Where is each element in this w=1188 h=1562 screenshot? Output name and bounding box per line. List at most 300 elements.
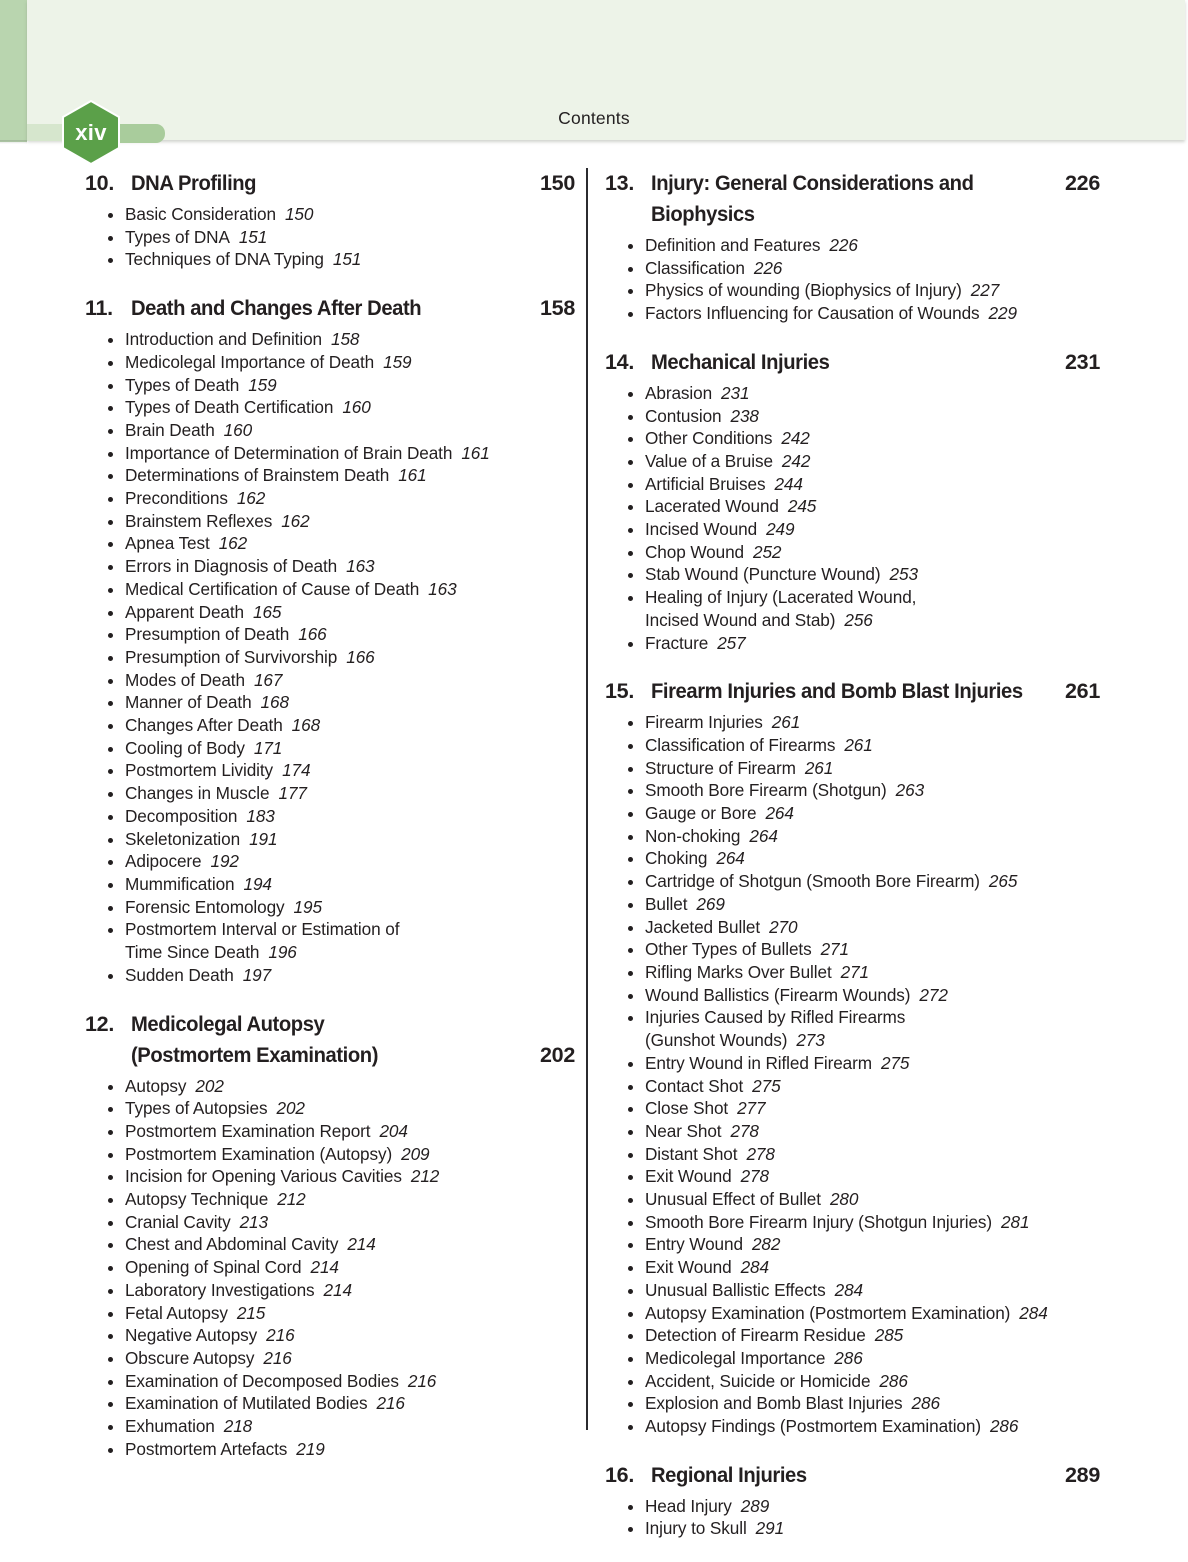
toc-entry[interactable] <box>605 563 1100 586</box>
toc-entry-page: 168 <box>260 692 289 713</box>
toc-entry-page: 214 <box>323 1279 352 1300</box>
toc-entry[interactable] <box>605 893 1100 916</box>
toc-entry[interactable] <box>85 1120 575 1143</box>
toc-entry[interactable] <box>85 691 575 714</box>
chapter-spacer <box>85 1460 575 1482</box>
chapter-title: Mechanical Injuries <box>651 349 830 374</box>
toc-entry-page: 183 <box>246 805 275 826</box>
toc-entry[interactable] <box>85 1143 575 1166</box>
toc-chapter-heading[interactable] <box>605 347 1100 378</box>
chapter-spacer <box>85 271 575 293</box>
toc-entry[interactable] <box>85 1347 575 1370</box>
toc-entry-title: Brain Death <box>125 419 215 440</box>
toc-entry[interactable] <box>85 1438 575 1461</box>
chapter-title: Death and Changes After Death <box>131 296 422 321</box>
toc-entry[interactable] <box>605 473 1100 496</box>
chapter-title: Firearm Injuries and Bomb Blast Injuries <box>651 679 1023 704</box>
chapter-number: 15. <box>605 679 634 704</box>
toc-entry-title: Rifling Marks Over Bullet <box>645 961 832 982</box>
toc-entry[interactable] <box>85 828 575 851</box>
toc-entry[interactable] <box>605 1370 1100 1393</box>
toc-entry-title: Changes in Muscle <box>125 783 270 804</box>
toc-entry-page: 286 <box>834 1347 863 1368</box>
toc-entry-title: Exit Wound <box>645 1257 732 1278</box>
toc-entry-title: Head Injury <box>645 1495 732 1516</box>
toc-entry-list <box>85 1075 575 1461</box>
toc-entry-title: Postmortem Interval or Estimation of <box>125 919 400 940</box>
toc-entry[interactable] <box>605 427 1100 450</box>
toc-entry[interactable] <box>605 518 1100 541</box>
toc-entry[interactable] <box>605 1075 1100 1098</box>
toc-entry-title: Near Shot <box>645 1120 722 1141</box>
toc-entry[interactable] <box>85 1097 575 1120</box>
toc-entry[interactable] <box>85 1233 575 1256</box>
toc-entry-page: 264 <box>716 848 745 869</box>
toc-entry-title: Changes After Death <box>125 715 283 736</box>
toc-entry[interactable] <box>605 1256 1100 1279</box>
toc-entry-page: 216 <box>407 1370 437 1391</box>
toc-entry[interactable] <box>85 1188 575 1211</box>
toc-entry[interactable] <box>85 805 575 828</box>
toc-entry-page: 273 <box>796 1030 825 1051</box>
toc-entry[interactable] <box>605 1165 1100 1188</box>
toc-entry-page: 195 <box>293 896 322 917</box>
toc-entry-page: 194 <box>243 873 272 894</box>
toc-entry-title: Presumption of Survivorship <box>125 646 338 667</box>
toc-entry-title: Medicolegal Importance <box>645 1347 826 1368</box>
toc-entry[interactable] <box>85 1279 575 1302</box>
toc-entry-title: Cranial Cavity <box>125 1211 231 1232</box>
toc-entry-page: 214 <box>310 1257 339 1278</box>
toc-entry-page: 261 <box>771 712 801 733</box>
toc-entry-page: 285 <box>874 1325 904 1346</box>
toc-entry-title: Apnea Test <box>125 533 210 554</box>
toc-entry[interactable] <box>85 623 575 646</box>
toc-entry-page: 278 <box>746 1143 775 1164</box>
toc-entry[interactable] <box>605 1052 1100 1075</box>
toc-entry-title: Incised Wound <box>645 519 758 540</box>
toc-chapter-heading[interactable] <box>605 168 1100 230</box>
toc-entry-title: Examination of Decomposed Bodies <box>125 1370 399 1391</box>
toc-entry-title: Autopsy <box>125 1075 187 1096</box>
toc-entry[interactable] <box>85 1324 575 1347</box>
toc-entry[interactable] <box>605 541 1100 564</box>
toc-entry-title: Manner of Death <box>125 692 252 713</box>
toc-entry-title: Abrasion <box>645 382 713 403</box>
toc-entry-page: 191 <box>249 828 278 849</box>
toc-entry-page: 289 <box>740 1495 770 1516</box>
toc-entry[interactable] <box>605 1211 1100 1234</box>
toc-entry-title: Smooth Bore Firearm (Shotgun) <box>645 780 887 801</box>
toc-entry-title: Importance of Determination of Brain Death <box>125 442 453 463</box>
toc-entry[interactable] <box>605 1495 1100 1518</box>
toc-entry-page: 284 <box>834 1279 863 1300</box>
toc-entry[interactable] <box>605 405 1100 428</box>
toc-entry[interactable] <box>605 802 1100 825</box>
toc-entry[interactable] <box>605 711 1100 734</box>
toc-entry-title: Injury to Skull <box>645 1518 747 1539</box>
toc-entry-title: Unusual Effect of Bullet <box>645 1189 821 1210</box>
toc-entry[interactable] <box>605 1324 1100 1347</box>
toc-entry-title: Chop Wound <box>645 541 745 562</box>
toc-entry-page: 277 <box>737 1098 766 1119</box>
toc-entry-page: 163 <box>428 578 457 599</box>
toc-entry-page: 161 <box>461 442 490 463</box>
toc-entry-title: Apparent Death <box>125 601 244 622</box>
toc-entry-title: Non-choking <box>645 825 741 846</box>
toc-entry-title: Contusion <box>645 405 722 426</box>
toc-entry-page: 159 <box>383 351 412 372</box>
toc-entry-page: 286 <box>879 1370 908 1391</box>
chapter-number: 10. <box>85 171 114 195</box>
toc-entry-title: Close Shot <box>645 1098 729 1119</box>
toc-entry-page: 212 <box>410 1166 440 1187</box>
toc-entry-title: Other Types of Bullets <box>645 939 812 960</box>
toc-entry[interactable] <box>85 669 575 692</box>
toc-entry-title: Fetal Autopsy <box>125 1302 228 1323</box>
toc-entry[interactable] <box>85 442 575 465</box>
page-title: Contents <box>558 108 630 128</box>
toc-entry[interactable] <box>605 495 1100 518</box>
toc-chapter-heading[interactable] <box>85 168 575 199</box>
toc-entry[interactable] <box>85 918 575 963</box>
toc-entry-page: 242 <box>781 428 810 449</box>
toc-entry[interactable] <box>85 896 575 919</box>
chapter-number: 12. <box>85 1011 114 1036</box>
toc-entry-title: Mummification <box>125 873 235 894</box>
toc-entry-title: Modes of Death <box>125 669 245 690</box>
toc-entry[interactable] <box>85 1370 575 1393</box>
toc-entry[interactable] <box>85 510 575 533</box>
chapter-number: 13. <box>605 171 634 195</box>
toc-entry[interactable] <box>85 714 575 737</box>
toc-entry[interactable] <box>605 1006 1100 1051</box>
toc-entry[interactable] <box>605 870 1100 893</box>
toc-entry[interactable] <box>605 1097 1100 1120</box>
toc-entry[interactable] <box>605 961 1100 984</box>
toc-entry-title: Stab Wound (Puncture Wound) <box>645 564 881 585</box>
toc-entry-page: 168 <box>291 715 321 736</box>
toc-entry[interactable] <box>85 578 575 601</box>
page-header <box>0 0 1188 145</box>
toc-entry-page: 256 <box>844 609 873 630</box>
toc-entry[interactable] <box>605 382 1100 405</box>
toc-entry-page: 202 <box>276 1098 305 1119</box>
toc-entry-page: 163 <box>346 556 375 577</box>
toc-entry[interactable] <box>85 873 575 896</box>
toc-entry[interactable] <box>85 1302 575 1325</box>
toc-chapter-heading[interactable] <box>85 293 575 324</box>
toc-entry-title: Injuries Caused by Rifled Firearms <box>645 1007 906 1028</box>
toc-entry-page: 192 <box>210 851 239 872</box>
toc-entry-page: 265 <box>988 871 1018 892</box>
toc-entry[interactable] <box>85 532 575 555</box>
toc-entry-page: 162 <box>218 533 248 554</box>
toc-entry-title: Unusual Ballistic Effects <box>645 1279 826 1300</box>
toc-entry-title: Artificial Bruises <box>645 473 766 494</box>
toc-entry-title: Negative Autopsy <box>125 1325 258 1346</box>
toc-entry-page: 216 <box>266 1325 295 1346</box>
toc-entry-page: 165 <box>253 601 282 622</box>
toc-entry[interactable] <box>605 1415 1100 1438</box>
toc-entry-title: Firearm Injuries <box>645 712 763 733</box>
chapter-number: 16. <box>605 1462 634 1487</box>
toc-entry-title: Brainstem Reflexes <box>125 510 273 531</box>
toc-entry-page: 216 <box>263 1347 292 1368</box>
toc-entry[interactable] <box>605 916 1100 939</box>
toc-entry[interactable] <box>85 351 575 374</box>
toc-entry[interactable] <box>605 1143 1100 1166</box>
toc-entry-page: 263 <box>895 780 925 801</box>
toc-entry-title: Classification <box>645 257 745 278</box>
toc-entry[interactable] <box>85 1165 575 1188</box>
toc-entry-title: Factors Influencing for Causation of Wounds <box>645 303 980 324</box>
chapter-title: Injury: General Considerations and Biophysics <box>651 171 974 226</box>
toc-entry[interactable] <box>85 555 575 578</box>
toc-entry[interactable] <box>605 1120 1100 1143</box>
chapter-title: Medicolegal Autopsy <box>131 1011 325 1036</box>
toc-entry[interactable] <box>605 847 1100 870</box>
toc-entry-page: 218 <box>223 1416 253 1437</box>
toc-entry-title: Autopsy Examination (Postmortem Examination) <box>645 1302 1011 1323</box>
toc-entry-title: Definition and Features <box>645 235 821 255</box>
toc-chapter-heading[interactable] <box>85 1009 575 1071</box>
toc-entry-title: Accident, Suicide or Homicide <box>645 1370 871 1391</box>
toc-entry[interactable] <box>85 374 575 397</box>
header-strip-shadow <box>0 140 27 144</box>
toc-entry-title: Autopsy Technique <box>125 1189 269 1210</box>
toc-entry-page: 271 <box>840 961 870 982</box>
toc-entry[interactable] <box>85 759 575 782</box>
toc-entry-page: 261 <box>844 734 873 755</box>
toc-entry-page: 151 <box>238 226 268 247</box>
toc-entry-page: 174 <box>282 760 311 781</box>
toc-entry-title: Bullet <box>645 893 688 914</box>
toc-entry-page: 229 <box>988 303 1017 324</box>
toc-entry[interactable] <box>605 1392 1100 1415</box>
toc-entry[interactable] <box>85 850 575 873</box>
toc-entry[interactable] <box>605 825 1100 848</box>
toc-chapter-heading[interactable] <box>605 676 1100 707</box>
toc-entry[interactable] <box>605 1302 1100 1325</box>
toc-entry[interactable] <box>85 964 575 987</box>
toc-entry[interactable] <box>605 450 1100 473</box>
toc-entry[interactable] <box>85 328 575 351</box>
toc-entry[interactable] <box>85 1256 575 1279</box>
toc-entry[interactable] <box>85 203 575 226</box>
toc-entry-title-line2: Time Since Death <box>125 942 260 963</box>
toc-entry-page: 197 <box>242 964 272 985</box>
chapter-number: 11. <box>85 296 113 321</box>
toc-entry-page: 161 <box>398 465 427 486</box>
toc-entry-page: 202 <box>195 1075 224 1096</box>
toc-entry-page: 275 <box>752 1075 781 1096</box>
toc-entry[interactable] <box>605 257 1100 280</box>
toc-entry-page: 257 <box>717 632 746 653</box>
toc-entry[interactable] <box>605 1279 1100 1302</box>
toc-entry[interactable] <box>605 984 1100 1007</box>
chapter-spacer <box>605 325 1100 347</box>
toc-entry[interactable] <box>605 1188 1100 1211</box>
chapter-page-number: 226 <box>1065 171 1100 195</box>
toc-column-left <box>85 168 575 1482</box>
toc-entry[interactable] <box>85 487 575 510</box>
toc-entry[interactable] <box>605 632 1100 655</box>
toc-entry-page: 215 <box>236 1302 266 1323</box>
chapter-title: DNA Profiling <box>131 171 257 195</box>
toc-entry-page: 284 <box>1019 1302 1048 1323</box>
toc-entry-title: Gauge or Bore <box>645 803 757 824</box>
toc-chapter[interactable] <box>85 1009 575 1483</box>
toc-entry-title: Errors in Diagnosis of Death <box>125 556 338 577</box>
chapter-spacer <box>605 1540 1100 1562</box>
toc-entry-title: Opening of Spinal Cord <box>125 1257 302 1278</box>
toc-entry-page: 272 <box>919 984 948 1005</box>
toc-entry-page: 160 <box>223 419 253 440</box>
toc-entry-list <box>605 234 1100 325</box>
toc-entry-page: 269 <box>696 893 725 914</box>
toc-entry-page: 166 <box>346 646 375 667</box>
toc-entry-title: Jacketed Bullet <box>645 916 761 937</box>
page-number-badge: xiv <box>75 119 107 145</box>
toc-entry-page: 162 <box>236 488 266 509</box>
chapter-spacer <box>85 987 575 1009</box>
toc-entry-title: Medicolegal Importance of Death <box>125 351 375 372</box>
toc-entry-title: Entry Wound in Rifled Firearm <box>645 1052 872 1073</box>
chapter-page-number: 231 <box>1065 349 1100 374</box>
toc-entry-title: Decomposition <box>125 805 238 826</box>
toc-entry-page: 264 <box>749 825 778 846</box>
toc-entry-page: 231 <box>721 382 750 403</box>
chapter-title-line2: (Postmortem Examination) <box>131 1042 379 1067</box>
toc-chapter[interactable] <box>605 168 1100 347</box>
toc-entry-page: 162 <box>281 510 310 531</box>
toc-entry[interactable] <box>605 1517 1100 1540</box>
toc-chapter[interactable] <box>605 1460 1100 1562</box>
toc-entry-page: 160 <box>342 397 371 418</box>
toc-entry[interactable] <box>85 737 575 760</box>
toc-entry-page: 227 <box>970 280 1000 301</box>
chapter-page-number: 150 <box>540 171 575 195</box>
toc-entry[interactable] <box>85 248 575 271</box>
toc-entry-title: Postmortem Lividity <box>125 760 274 781</box>
toc-entry-list <box>605 382 1100 654</box>
toc-entry-title: Types of Autopsies <box>125 1098 268 1119</box>
toc-entry[interactable] <box>85 1075 575 1098</box>
toc-column-right <box>605 168 1100 1562</box>
toc-entry-page: 151 <box>332 249 362 270</box>
toc-entry-title: Classification of Firearms <box>645 734 836 755</box>
toc-entry-page: 275 <box>880 1052 910 1073</box>
toc-entry-page: 245 <box>787 496 817 517</box>
toc-entry-page: 280 <box>829 1189 859 1210</box>
toc-entry-title: Incision for Opening Various Cavities <box>125 1166 402 1187</box>
toc-entry-page: 216 <box>376 1393 405 1414</box>
toc-entry[interactable] <box>605 279 1100 302</box>
toc-entry-page: 150 <box>284 204 314 224</box>
toc-entry-page: 226 <box>829 235 858 255</box>
toc-entry-title: Exhumation <box>125 1416 215 1437</box>
toc-entry-list <box>85 203 575 271</box>
toc-entry-title: Postmortem Examination Report <box>125 1120 371 1141</box>
toc-entry[interactable] <box>605 234 1100 257</box>
toc-entry-list <box>605 711 1100 1438</box>
toc-entry[interactable] <box>85 601 575 624</box>
toc-entry-title: Postmortem Artefacts <box>125 1438 288 1459</box>
toc-entry[interactable] <box>85 1415 575 1438</box>
toc-entry[interactable] <box>605 302 1100 325</box>
toc-entry[interactable] <box>85 396 575 419</box>
toc-entry[interactable] <box>605 586 1100 631</box>
toc-chapter-heading[interactable] <box>605 1460 1100 1491</box>
toc-entry-title: Structure of Firearm <box>645 757 796 778</box>
toc-entry[interactable] <box>85 646 575 669</box>
toc-entry[interactable] <box>85 419 575 442</box>
toc-chapter[interactable] <box>605 347 1100 676</box>
toc-entry-page: 214 <box>347 1234 376 1255</box>
toc-entry[interactable] <box>605 1347 1100 1370</box>
toc-entry-title: Techniques of DNA Typing <box>125 249 324 270</box>
toc-entry-page: 166 <box>298 624 327 645</box>
toc-entry[interactable] <box>85 1392 575 1415</box>
toc-entry-page: 244 <box>774 473 803 494</box>
toc-entry-title: Distant Shot <box>645 1143 738 1164</box>
toc-entry-page: 159 <box>248 374 277 395</box>
toc-entry-page: 286 <box>911 1393 940 1414</box>
toc-entry[interactable] <box>605 734 1100 757</box>
toc-entry-title: Entry Wound <box>645 1234 743 1255</box>
toc-entry-title: Fracture <box>645 632 709 653</box>
toc-entry[interactable] <box>605 757 1100 780</box>
toc-entry-title: Value of a Bruise <box>645 450 773 471</box>
toc-entry-title: Physics of wounding (Biophysics of Injury) <box>645 280 962 301</box>
toc-entry-page: 281 <box>1001 1211 1030 1232</box>
toc-chapter[interactable] <box>85 293 575 1008</box>
toc-entry[interactable] <box>605 1233 1100 1256</box>
toc-entry-title: Lacerated Wound <box>645 496 779 517</box>
toc-entry[interactable] <box>605 779 1100 802</box>
toc-entry-title: Laboratory Investigations <box>125 1279 315 1300</box>
toc-entry[interactable] <box>85 1211 575 1234</box>
toc-entry-page: 264 <box>765 803 794 824</box>
toc-entry-title: Postmortem Examination (Autopsy) <box>125 1143 393 1164</box>
toc-entry-page: 284 <box>740 1257 769 1278</box>
toc-entry-title: Types of Death Certification <box>125 397 334 418</box>
chapter-spacer <box>605 654 1100 676</box>
toc-entry-title: Basic Consideration <box>125 204 276 224</box>
toc-entry-title: Skeletonization <box>125 828 241 849</box>
toc-entry-page: 177 <box>278 783 307 804</box>
toc-entry-list <box>85 328 575 986</box>
toc-entry-page: 270 <box>769 916 798 937</box>
toc-chapter[interactable] <box>85 168 575 293</box>
toc-entry-page: 242 <box>781 450 811 471</box>
toc-entry-title: Detection of Firearm Residue <box>645 1325 866 1346</box>
toc-entry[interactable] <box>85 782 575 805</box>
toc-entry-title: Obscure Autopsy <box>125 1347 255 1368</box>
toc-entry-title-line2: (Gunshot Wounds) <box>645 1030 788 1051</box>
toc-entry-title: Sudden Death <box>125 964 234 985</box>
toc-chapter[interactable] <box>605 676 1100 1460</box>
toc-entry-page: 167 <box>253 669 283 690</box>
toc-entry-title-line2: Incised Wound and Stab) <box>645 609 836 630</box>
toc-entry-title: Cooling of Body <box>125 737 245 758</box>
toc-entry-title: Adipocere <box>125 851 202 872</box>
toc-entry-title: Healing of Injury (Lacerated Wound, <box>645 587 917 608</box>
toc-entry[interactable] <box>85 226 575 249</box>
toc-entry[interactable] <box>605 938 1100 961</box>
toc-entry[interactable] <box>85 464 575 487</box>
